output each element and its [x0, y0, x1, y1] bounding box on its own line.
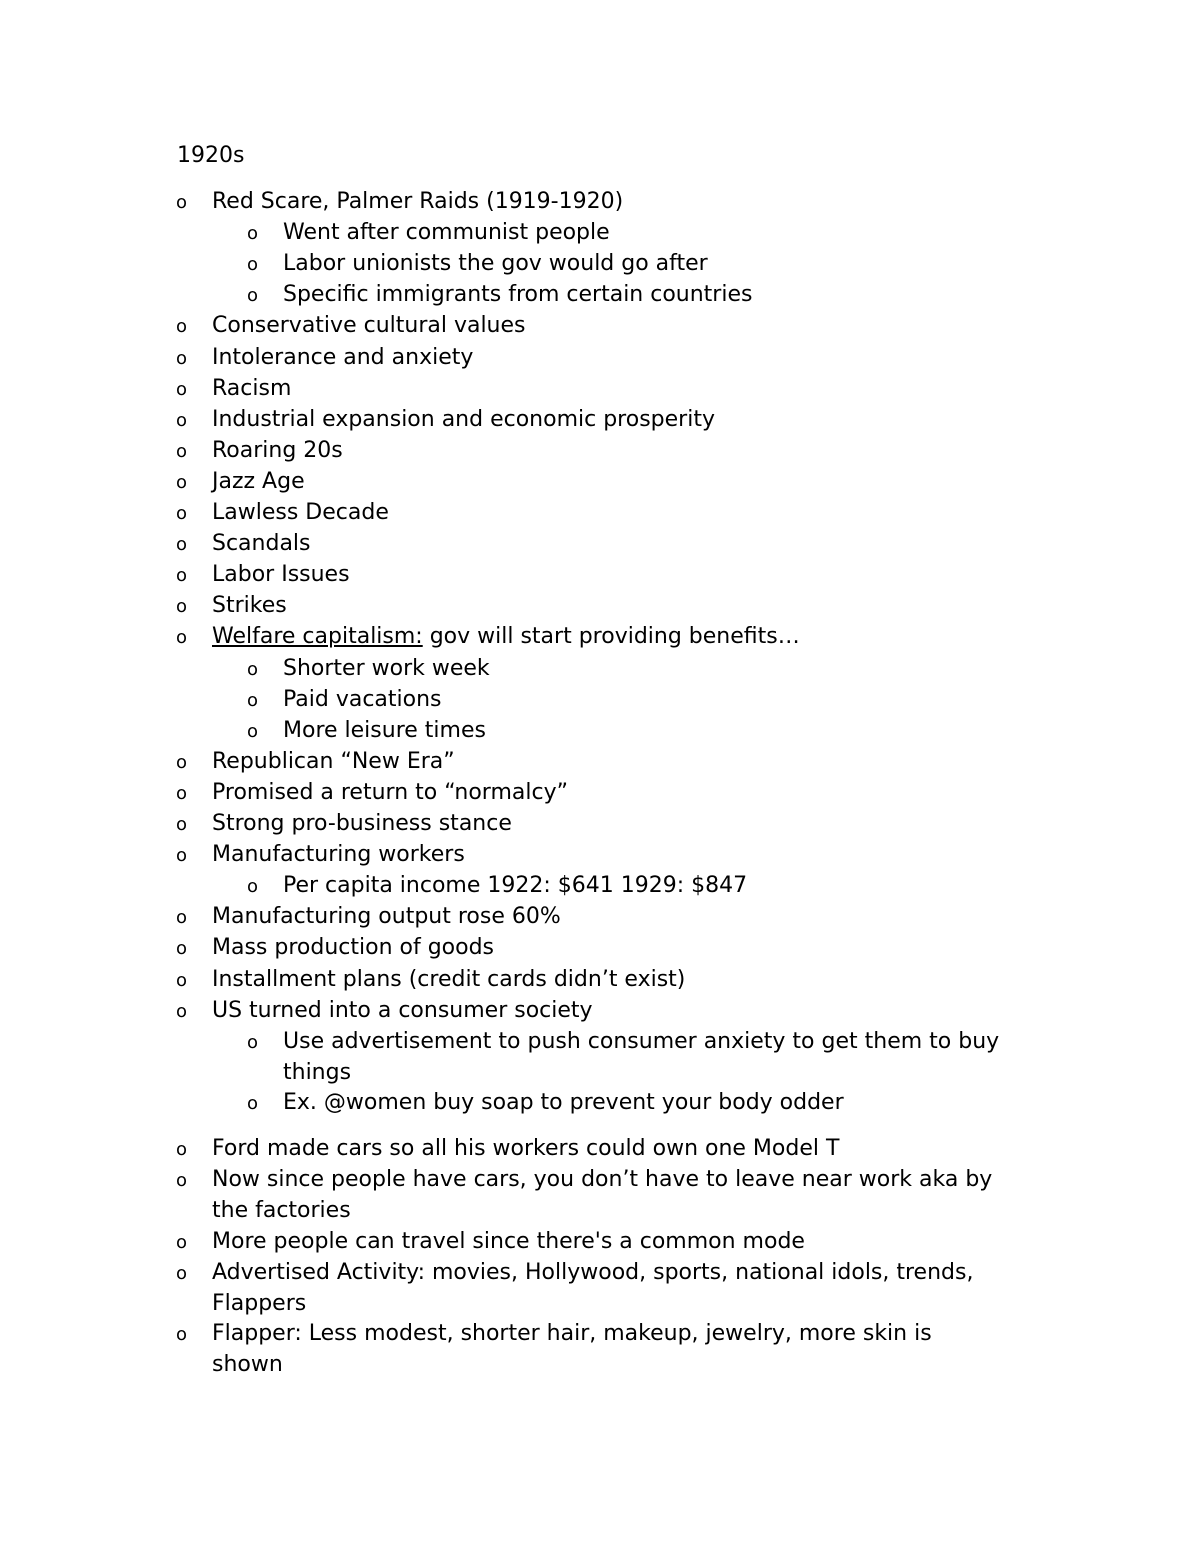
bullet-marker: o [176, 751, 188, 773]
list-item-text: Labor Issues [212, 562, 350, 588]
bullet-marker: o [247, 285, 259, 307]
bullet-marker: o [176, 1231, 188, 1253]
list-item-text: Manufacturing output rose 60% [212, 904, 561, 930]
list-item-text: Ex. @women buy soap to prevent your body odder [283, 1090, 844, 1116]
list-item-text: Mass production of goods [212, 935, 495, 961]
list-item-text: Republican “New Era” [212, 748, 455, 774]
bullet-marker: o [247, 658, 259, 680]
bullet-marker: o [247, 223, 259, 245]
bullet-marker: o [176, 409, 188, 431]
underlined-term: Welfare capitalism: [212, 624, 423, 650]
bullet-marker: o [247, 1093, 259, 1115]
list-item-text: Lawless Decade [212, 500, 389, 525]
list-item-text [212, 621, 800, 652]
bullet-marker: o [176, 1324, 188, 1346]
list-item-text: Intolerance and anxiety [212, 344, 474, 370]
list-item-text: Now since people have cars, you don’t have to leave near work aka by [212, 1167, 993, 1193]
bullet-marker: o [176, 596, 188, 618]
document-title: 1920s [177, 143, 245, 168]
list-item-text: More leisure times [283, 717, 486, 743]
bullet-marker: o [176, 378, 188, 400]
list-item-text: Labor unionists the gov would go after [283, 251, 708, 277]
list-item-text: Use advertisement to push consumer anxiety to get them to buy [283, 1028, 1000, 1054]
list-item-text: Strikes [212, 593, 287, 619]
bullet-marker: o [176, 1262, 188, 1284]
bullet-marker: o [247, 254, 259, 276]
bullet-marker: o [176, 938, 188, 960]
list-item-text: Per capita income 1922: $641 1929: $847 [283, 873, 748, 899]
list-item-text: Specific immigrants from certain countries [283, 282, 753, 308]
bullet-marker: o [176, 316, 188, 338]
bullet-marker: o [176, 845, 188, 867]
list-item-text: Ford made cars so all his workers could own one Model T [212, 1136, 840, 1162]
bullet-marker: o [247, 1031, 259, 1053]
bullet-marker: o [176, 1139, 188, 1161]
list-item-continuation: things [283, 1059, 352, 1085]
bullet-marker: o [176, 534, 188, 556]
bullet-marker: o [176, 440, 188, 462]
list-item-text: Strong pro-business stance [212, 811, 512, 836]
bullet-marker: o [176, 565, 188, 587]
list-item-text: Red Scare, Palmer Raids (1919-1920) [212, 189, 624, 214]
list-item-text: Shorter work week [283, 655, 490, 681]
list-item-text: Advertised Activity: movies, Hollywood, sports, national idols, trends, [212, 1259, 974, 1285]
list-item-text: More people can travel since there's a common mode [212, 1228, 805, 1254]
list-item-text: Promised a return to “normalcy” [212, 779, 569, 805]
list-item-text: Paid vacations [283, 686, 442, 712]
list-item-text: US turned into a consumer society [212, 997, 593, 1023]
bullet-marker: o [176, 192, 188, 213]
bullet-marker: o [247, 720, 259, 742]
bullet-marker: o [247, 689, 259, 711]
list-item-text: Roaring 20s [212, 437, 343, 463]
bullet-marker: o [176, 814, 188, 835]
list-item-text: Installment plans (credit cards didn’t exist) [212, 966, 686, 992]
list-item-text: Conservative cultural values [212, 313, 526, 339]
list-item-continuation: the factories [212, 1198, 351, 1224]
bullet-marker: o [176, 471, 188, 493]
bullet-marker: o [176, 503, 188, 524]
bullet-marker: o [176, 969, 188, 991]
bullet-marker: o [176, 782, 188, 804]
list-item-text: Jazz Age [212, 468, 305, 494]
list-item-text: Manufacturing workers [212, 842, 465, 868]
list-item-rest: gov will start providing benefits… [422, 624, 800, 650]
list-item-continuation: Flappers [212, 1290, 307, 1316]
bullet-marker: o [176, 347, 188, 369]
bullet-marker: o [176, 1000, 188, 1022]
bullet-marker: o [247, 876, 259, 898]
list-item-text: Racism [212, 375, 292, 401]
list-item-text: Scandals [212, 531, 311, 557]
list-item-text: Went after communist people [283, 220, 610, 246]
list-item-text: Industrial expansion and economic prosperity [212, 406, 715, 432]
list-item-text: Flapper: Less modest, shorter hair, makeup, jewelry, more skin is [212, 1321, 932, 1347]
bullet-marker: o [176, 907, 188, 929]
bullet-marker: o [176, 627, 188, 649]
list-item-continuation: shown [212, 1352, 283, 1378]
bullet-marker: o [176, 1170, 188, 1192]
